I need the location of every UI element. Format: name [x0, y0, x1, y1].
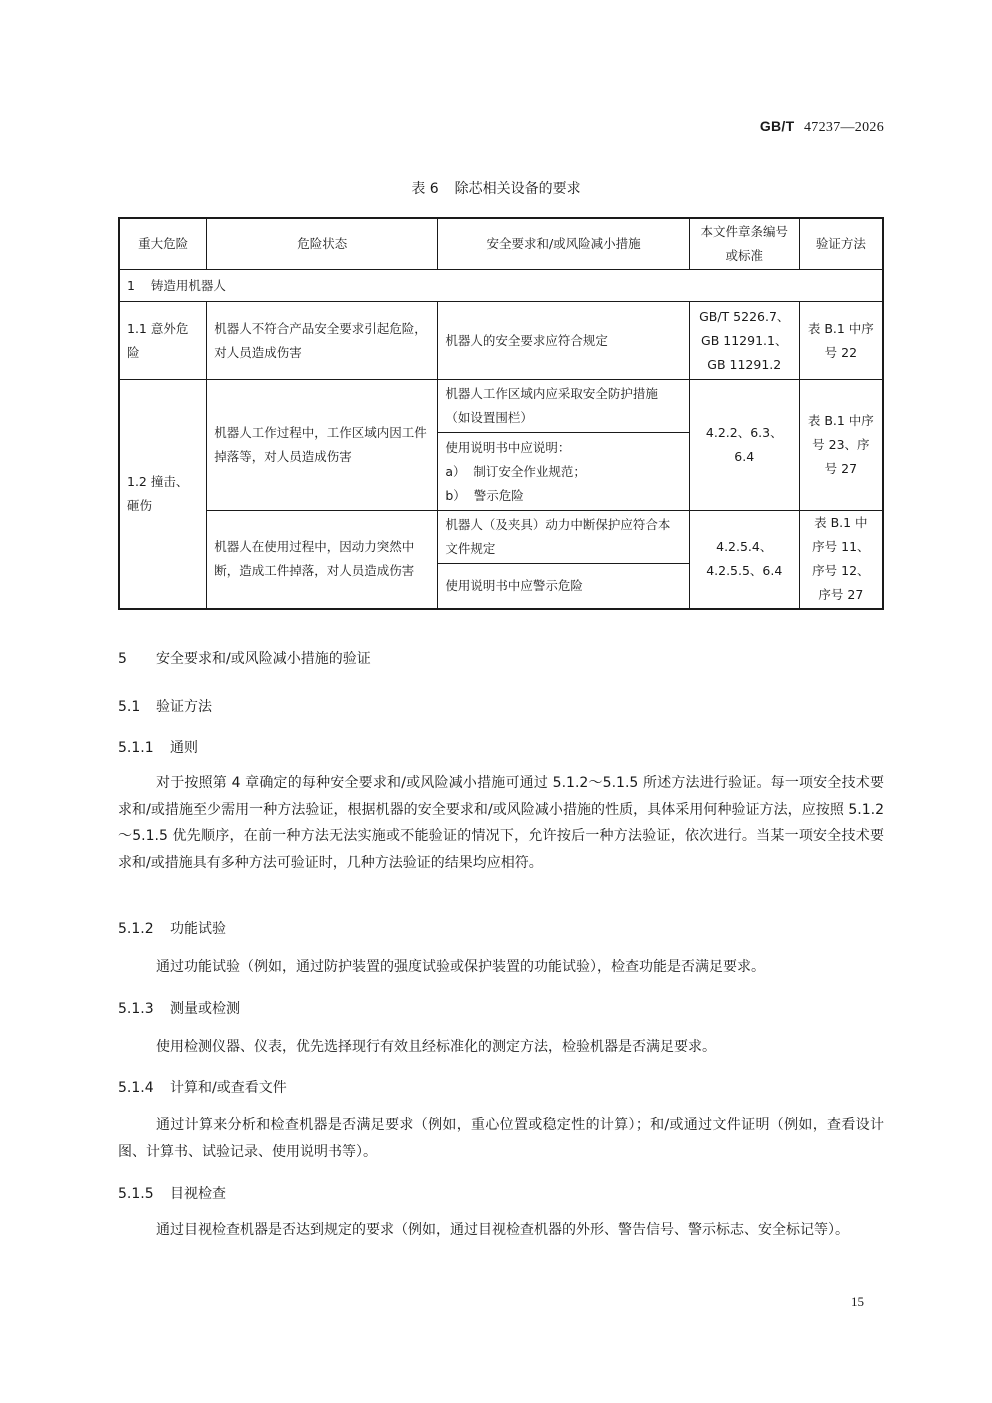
header-reference: 本文件章条编号或标准: [689, 218, 799, 270]
reference-cell: 4.2.2、6.3、6.4: [689, 380, 799, 511]
header-hazard: 重大危险: [119, 218, 207, 270]
table-caption-title: 除芯相关设备的要求: [454, 181, 581, 197]
section-label: 1 铸造用机器人: [119, 270, 883, 302]
table-caption-number: 表 6: [411, 181, 439, 197]
header-state: 危险状态: [207, 218, 438, 270]
reference-cell: 4.2.5.4、 4.2.5.5、6.4: [689, 511, 799, 609]
heading-5-1-3: 5.1.3 测量或检测: [118, 1001, 240, 1017]
hazard-cell: 1.2 撞击、砸伤: [119, 380, 207, 609]
measure-cell: 机器人（及夹具）动力中断保护应符合本文件规定: [438, 511, 690, 564]
heading-5-1-4: 5.1.4 计算和/或查看文件: [118, 1080, 287, 1096]
paragraph-5-1-1: 对于按照第 4 章确定的每种安全要求和/或风险减小措施可通过 5.1.2～5.1.5 所述方法进行验证。每一项安全技术要求和/或措施至少需用一种方法验证，根据机器的安全要求和/或风险减小措施的性质，具体采用何种验证方法，应按照 5.1.2～5.1.5 优先顺序，在前一种方法无法实施或不能验证的情况下，允许按后一种方法验证，依次进行。当某一项安全技术要求和/或措施具有多种方法可验证时，几种方法验证的结果均应相符。: [118, 775, 884, 871]
table-header-row: [119, 218, 883, 270]
paragraph-5-1-3: 使用检测仪器、仪表，优先选择现行有效且经标准化的测定方法，检验机器是否满足要求。: [156, 1039, 716, 1055]
heading-5: 5 安全要求和/或风险减小措施的验证: [118, 651, 371, 667]
heading-5-1: 5.1 验证方法: [118, 699, 212, 715]
heading-5-1-2: 5.1.2 功能试验: [118, 921, 226, 937]
heading-5-1-1: 5.1.1 通则: [118, 740, 198, 756]
header-measure: 安全要求和/或风险减小措施: [438, 218, 690, 270]
measure-cell: 使用说明书中应说明： a） 制订安全作业规范； b） 警示危险: [438, 433, 690, 511]
hazard-cell: 1.1 意外危险: [119, 302, 207, 380]
table-row: [119, 380, 883, 433]
reference-cell: GB/T 5226.7、 GB 11291.1、 GB 11291.2: [689, 302, 799, 380]
measure-cell: 机器人的安全要求应符合规定: [438, 302, 690, 380]
paragraph-5-1-5: 通过目视检查机器是否达到规定的要求（例如，通过目视检查机器的外形、警告信号、警示标志、安全标记等）。: [156, 1222, 849, 1238]
table-caption: [0, 178, 992, 198]
table-section-row: [119, 270, 883, 302]
measure-cell: 使用说明书中应警示危险: [438, 564, 690, 609]
table-row: [119, 511, 883, 564]
verification-cell: 表 B.1 中序号 23、序号 27: [799, 380, 883, 511]
measure-cell: 机器人工作区域内应采取安全防护措施（如设置围栏）: [438, 380, 690, 433]
requirements-table: [118, 217, 884, 610]
state-cell: 机器人在使用过程中，因动力突然中断，造成工件掉落，对人员造成伤害: [207, 511, 438, 609]
page-number: 15: [851, 1294, 864, 1309]
heading-5-1-5: 5.1.5 目视检查: [118, 1186, 226, 1202]
state-cell: 机器人不符合产品安全要求引起危险，对人员造成伤害: [207, 302, 438, 380]
header-verification: 验证方法: [799, 218, 883, 270]
paragraph-5-1-4: 通过计算来分析和检查机器是否满足要求（例如，重心位置或稳定性的计算）；和/或通过文件证明（例如，查看设计图、计算书、试验记录、使用说明书等）。: [118, 1117, 884, 1160]
verification-cell: 表 B.1 中序号 22: [799, 302, 883, 380]
standard-number: GB/T 47237—2026: [759, 118, 884, 135]
verification-cell: 表 B.1 中 序号 11、 序号 12、 序号 27: [799, 511, 883, 609]
state-cell: 机器人工作过程中，工作区域内因工件掉落等，对人员造成伤害: [207, 380, 438, 511]
table-row: [119, 302, 883, 380]
paragraph-5-1-2: 通过功能试验（例如，通过防护装置的强度试验或保护装置的功能试验），检查功能是否满足要求。: [156, 959, 765, 975]
